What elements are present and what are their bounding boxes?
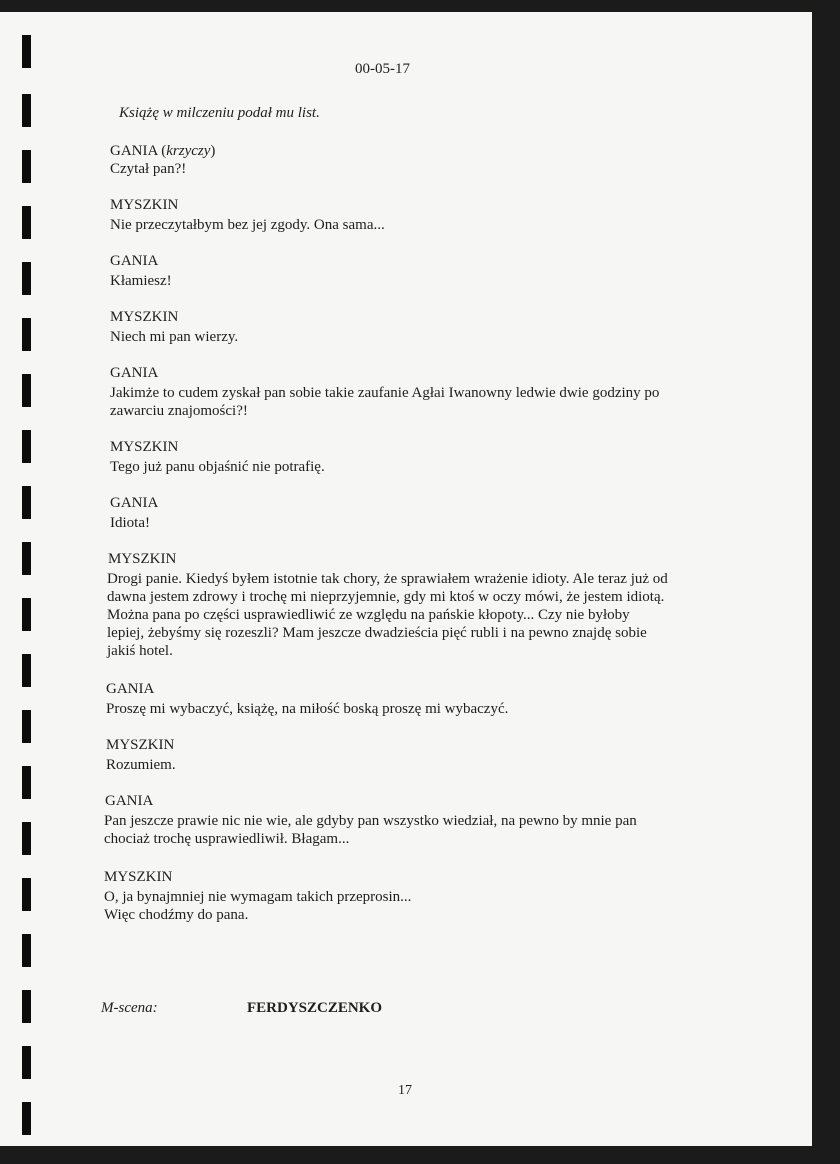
speaker-name: GANIA [105,793,154,809]
speaker-name: GANIA [110,365,159,381]
dialogue-line: jakiś hotel. [107,643,173,659]
dialogue-line: chociaż trochę usprawiedliwił. Błagam... [104,831,350,847]
header-date: 00-05-17 [355,61,410,77]
dialogue-line: Jakimże to cudem zyskał pan sobie takie zaufanie Agłai Iwanowny ledwie dwie godziny po [110,385,660,401]
speaker-name: MYSZKIN [106,737,175,753]
page-number: 17 [398,1083,412,1098]
dialogue-line: Nie przeczytałbym bez jej zgody. Ona sama... [110,217,385,233]
dialogue-line: Kłamiesz! [110,273,172,289]
dialogue-line: Drogi panie. Kiedyś byłem istotnie tak chory, że sprawiałem wrażenie idioty. Ale teraz już od [107,571,668,587]
dialogue-line: O, ja bynajmniej nie wymagam takich przeprosin... [104,889,412,905]
dialogue-line: Czytał pan?! [110,161,187,177]
scene-label: M-scena: [101,1000,158,1016]
spiral-binding [0,12,40,1146]
dialogue-line: Więc chodźmy do pana. [104,907,249,923]
speaker-name: MYSZKIN [104,869,173,885]
speaker-name: MYSZKIN [110,197,179,213]
dialogue-line: Niech mi pan wierzy. [110,329,239,345]
dialogue-line: Tego już panu objaśnić nie potrafię. [110,459,325,475]
speaker-name: GANIA [110,495,159,511]
speaker-name: MYSZKIN [110,439,179,455]
dialogue-line: lepiej, żebyśmy się rozeszli? Mam jeszcze dwadzieścia pięć rubli i na pewno znajdę sobie [107,625,647,641]
speaker-name: GANIA [106,681,155,697]
stage-direction: Książę w milczeniu podał mu list. [119,105,320,121]
dialogue-line: zawarciu znajomości?! [110,403,248,419]
scene-title: FERDYSZCZENKO [247,1000,383,1016]
speaker-name: MYSZKIN [108,551,177,567]
dialogue-line: dawna jestem zdrowy i trochę mi nieprzyjemnie, gdy mi ktoś w oczy mówi, że jestem idiotą. [107,589,665,605]
speaker-name: GANIA [110,253,159,269]
dialogue-line: Pan jeszcze prawie nic nie wie, ale gdyby pan wszystko wiedział, na pewno by mnie pan [104,813,637,829]
dialogue-line: Rozumiem. [106,757,176,773]
dialogue-line: Idiota! [110,515,150,531]
speaker-name: MYSZKIN [110,309,179,325]
dialogue-line: Można pana po części usprawiedliwić ze względu na pańskie kłopoty... Czy nie byłoby [107,607,630,623]
script-page [0,12,812,1146]
dialogue-line: Proszę mi wybaczyć, książę, na miłość boską proszę mi wybaczyć. [106,701,509,717]
speaker-name: GANIA (krzyczy) [110,143,216,159]
